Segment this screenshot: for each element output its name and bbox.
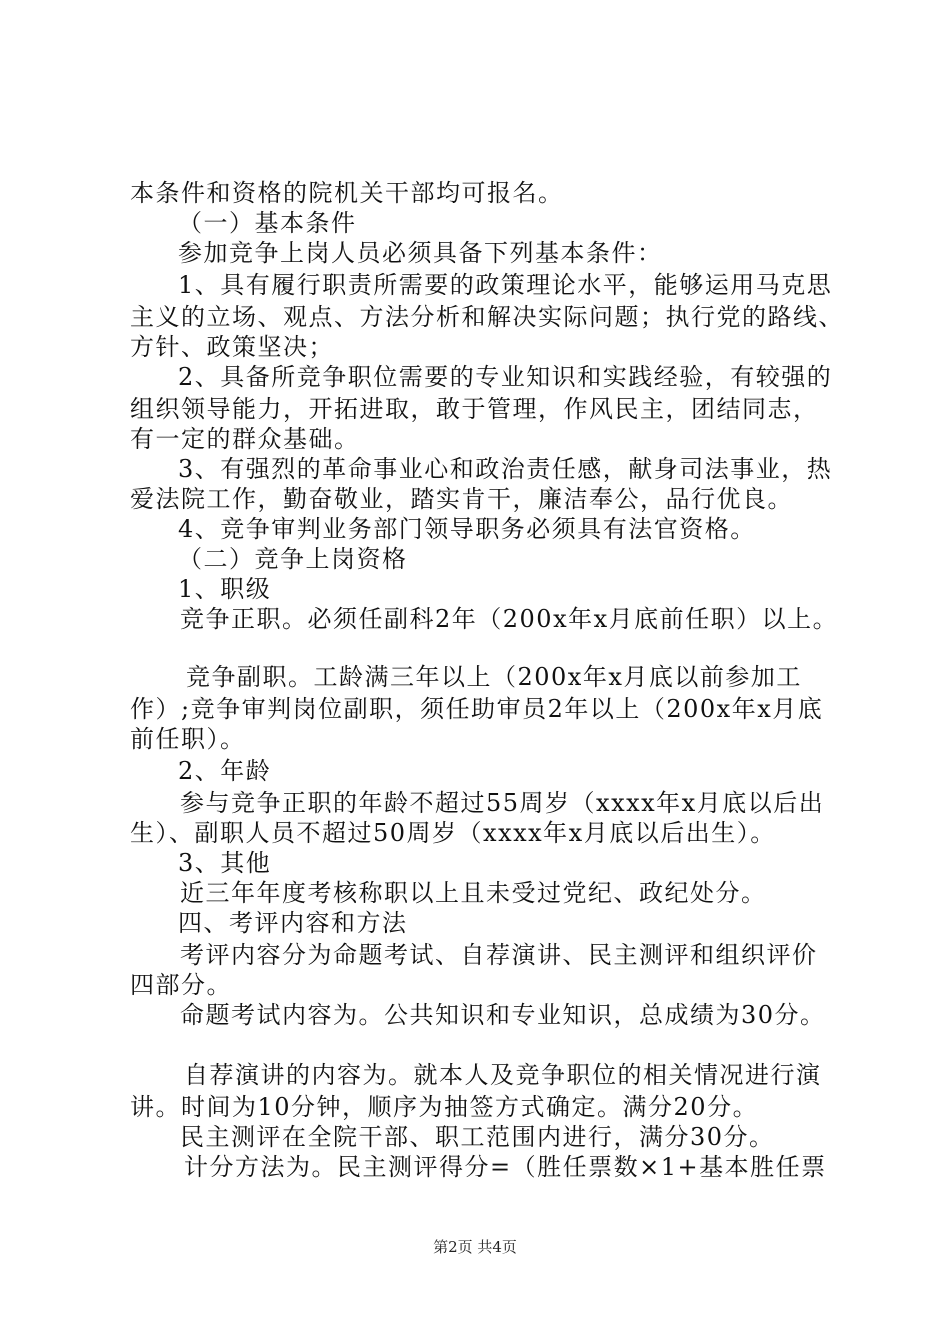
text-line: 竞争副职。工龄满三年以上（200x年x月底以前参加工: [186, 663, 802, 691]
text-line: 参加竞争上岗人员必须具备下列基本条件：: [178, 239, 663, 267]
section-heading: （一）基本条件: [178, 209, 357, 237]
text-line: 主义的立场、观点、方法分析和解决实际问题；执行党的路线、: [130, 303, 844, 331]
text-line: 1、具有履行职责所需要的政策理论水平，能够运用马克思: [178, 271, 833, 299]
text-line: 3、有强烈的革命事业心和政治责任感，献身司法事业，热: [178, 455, 833, 483]
text-line: 方针、政策坚决；: [130, 333, 334, 361]
text-line: 有一定的群众基础。: [130, 425, 360, 453]
subsection-heading: 3、其他: [178, 849, 272, 877]
text-line: 近三年年度考核称职以上且未受过党纪、政纪处分。: [180, 879, 767, 907]
text-line: 计分方法为。民主测评得分=（胜任票数×1+基本胜任票: [184, 1153, 827, 1181]
text-line: 前任职）。: [130, 725, 246, 753]
text-line: 生）、副职人员不超过50周岁（xxxx年x月底以后出生）。: [130, 819, 776, 847]
text-line: 爱法院工作，勤奋敬业，踏实肯干，廉洁奉公，品行优良。: [130, 485, 793, 513]
text-line: 命题考试内容为。公共知识和专业知识，总成绩为30分。: [180, 1001, 826, 1029]
page-number-footer: 第2页 共4页: [433, 1238, 517, 1256]
text-line: 作）;竞争审判岗位副职，须任助审员2年以上（200x年x月底: [130, 695, 824, 723]
text-line: 组织领导能力，开拓进取，敢于管理，作风民主，团结同志，: [130, 395, 819, 423]
text-line: 参与竞争正职的年龄不超过55周岁（xxxx年x月底以后出: [180, 789, 825, 817]
text-line: 讲。时间为10分钟，顺序为抽签方式确定。满分20分。: [130, 1093, 759, 1121]
section-heading: （二）竞争上岗资格: [178, 545, 408, 573]
text-line: 2、具备所竞争职位需要的专业知识和实践经验，有较强的: [178, 363, 833, 391]
subsection-heading: 2、年龄: [178, 757, 272, 785]
text-line: 竞争正职。必须任副科2年（200x年x月底前任职）以上。: [180, 605, 839, 633]
subsection-heading: 1、职级: [178, 575, 272, 603]
section-heading: 四、考评内容和方法: [178, 909, 408, 937]
text-line: 自荐演讲的内容为。就本人及竞争职位的相关情况进行演: [184, 1061, 822, 1089]
text-line: 民主测评在全院干部、职工范围内进行，满分30分。: [180, 1123, 775, 1151]
text-line: 四部分。: [130, 971, 232, 999]
text-line: 4、竞争审判业务部门领导职务必须具有法官资格。: [178, 515, 756, 543]
text-line: 本条件和资格的院机关干部均可报名。: [130, 179, 564, 207]
text-line: 考评内容分为命题考试、自荐演讲、民主测评和组织评价: [180, 941, 818, 969]
